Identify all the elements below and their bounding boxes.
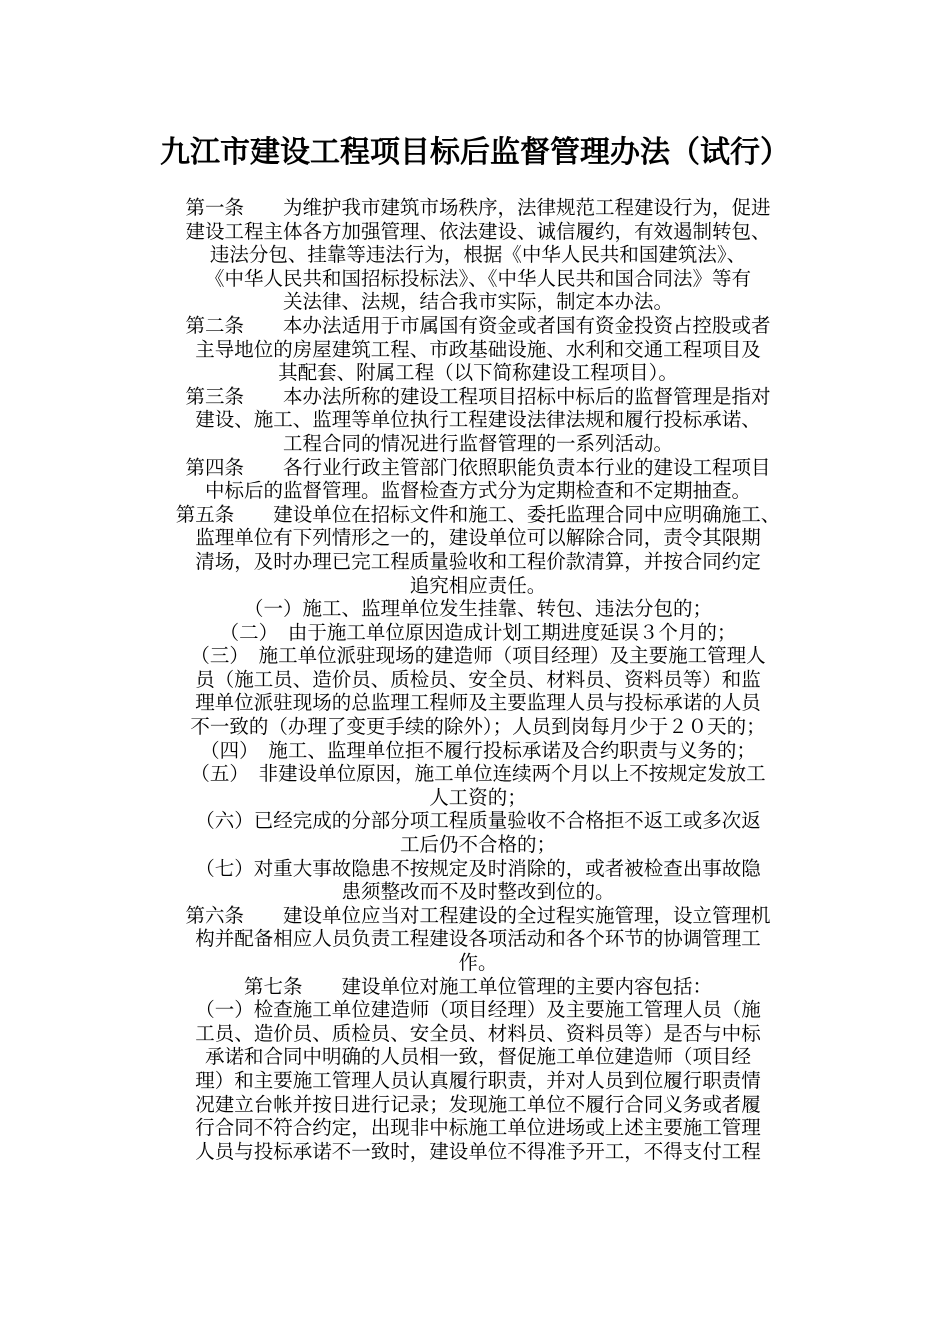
body-line: 构并配备相应人员负责工程建设各项活动和各个环节的协调管理工 [195, 927, 761, 951]
body-line: 患须整改而不及时整改到位的。 [341, 880, 615, 904]
body-line: 工员、造价员、质检员、安全员、材料员、资料员等）是否与中标 [195, 1021, 761, 1045]
body-line: 中标后的监督管理。监督检查方式分为定期检查和不定期抽查。 [204, 479, 751, 503]
body-line: 理）和主要施工管理人员认真履行职责，并对人员到位履行职责情 [195, 1068, 761, 1092]
body-line: 追究相应责任。 [409, 573, 547, 597]
body-line: 第二条 本办法适用于市属国有资金或者国有资金投资占控股或者 [185, 313, 771, 337]
body-line: （二） 由于施工单位原因造成计划工期进度延误３个月的； [219, 620, 737, 644]
body-line: 作。 [458, 951, 498, 974]
body-line: 承诺和合同中明确的人员相一致，督促施工单位建造师（项目经 [204, 1045, 751, 1069]
body-line: 理单位派驻现场的总监理工程师及主要监理人员与投标承诺的人员 [195, 691, 761, 715]
body-line: 建设工程主体各方加强管理、依法建设、诚信履约，有效遏制转包、 [185, 219, 771, 243]
body-line: （三） 施工单位派驻现场的建造师（项目经理）及主要施工管理人 [190, 644, 766, 668]
body-line: 《中华人民共和国招标投标法》、《中华人民共和国合同法》等有 [204, 266, 751, 290]
document-body [145, 196, 811, 1163]
body-line: 关法律、法规，结合我市实际，制定本办法。 [282, 290, 673, 314]
body-line: 第六条 建设单位应当对工程建设的全过程实施管理，设立管理机 [185, 903, 771, 927]
body-line: 员（施工员、造价员、质检员、安全员、材料员、资料员等）和监 [195, 667, 761, 691]
body-line: 第五条 建设单位在招标文件和施工、委托监理合同中应明确施工、 [175, 502, 781, 526]
body-line: 第七条 建设单位对施工单位管理的主要内容包括： [243, 974, 712, 998]
document-title: 九江市建设工程项目标后监督管理办法（试行） [160, 135, 790, 170]
body-line: （四） 施工、监理单位拒不履行投标承诺及合约职责与义务的； [200, 738, 756, 762]
body-line: 工程合同的情况进行监督管理的一系列活动。 [282, 431, 673, 455]
body-line: 行合同不符合约定，出现非中标施工单位进场或上述主要施工管理 [195, 1116, 761, 1140]
body-line: 况建立台帐并按日进行记录；发现施工单位不履行合同义务或者履 [195, 1092, 761, 1116]
body-line: 人员与投标承诺不一致时，建设单位不得准予开工，不得支付工程 [195, 1139, 761, 1163]
body-line: （六）已经完成的分部分项工程质量验收不合格拒不返工或多次返 [195, 809, 761, 833]
body-line: （一）施工、监理单位发生挂靠、转包、违法分包的； [243, 597, 712, 621]
body-line: 违法分包、挂靠等违法行为，根据《中华人民共和国建筑法》、 [209, 243, 747, 267]
body-line: 人工资的； [429, 785, 527, 809]
body-line: 第一条 为维护我市建筑市场秩序，法律规范工程建设行为，促进 [185, 196, 771, 219]
body-line: 第四条 各行业行政主管部门依照职能负责本行业的建设工程项目 [185, 455, 771, 479]
body-line: 清场，及时办理已完工程质量验收和工程价款清算，并按合同约定 [195, 549, 761, 573]
body-line: 监理单位有下列情形之一的，建设单位可以解除合同，责令其限期 [195, 526, 761, 550]
body-line: （五） 非建设单位原因，施工单位连续两个月以上不按规定发放工 [190, 762, 766, 786]
body-line: 主导地位的房屋建筑工程、市政基础设施、水利和交通工程项目及 [195, 337, 761, 361]
body-line: 工后仍不合格的； [399, 833, 556, 857]
body-line: （七）对重大事故隐患不按规定及时消除的，或者被检查出事故隐 [195, 856, 761, 880]
body-line: 不一致的（办理了变更手续的除外）；人员到岗每月少于２０天的； [190, 715, 766, 739]
body-line: 第三条 本办法所称的建设工程项目招标中标后的监督管理是指对 [185, 384, 771, 408]
body-line: 建设、施工、监理等单位执行工程建设法律法规和履行投标承诺、 [195, 408, 761, 432]
body-line: （一）检查施工单位建造师（项目经理）及主要施工管理人员（施 [195, 998, 761, 1022]
body-line: 其配套、附属工程（以下简称建设工程项目）。 [278, 361, 678, 385]
